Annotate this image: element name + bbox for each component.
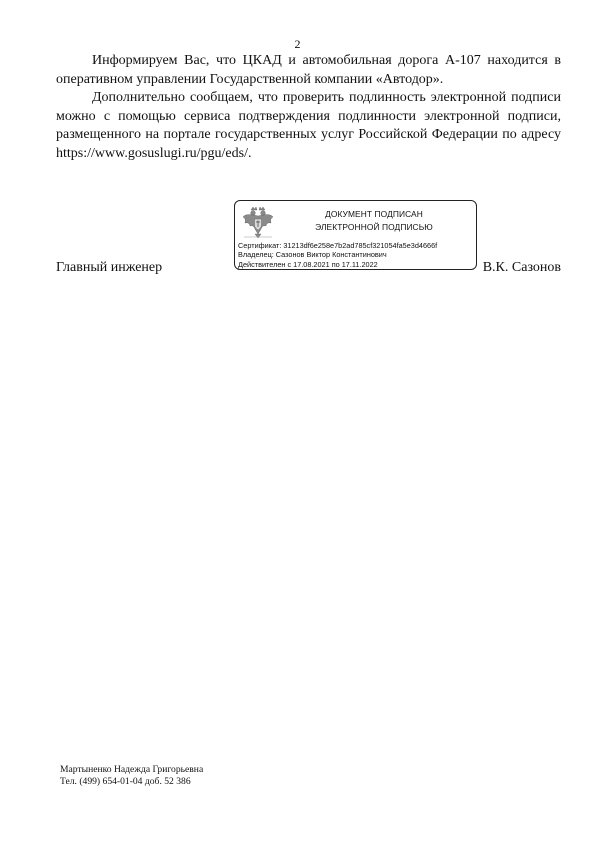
stamp-title-line-2: ЭЛЕКТРОННОЙ ПОДПИСЬЮ	[315, 222, 433, 232]
stamp-validity: Действителен с 17.08.2021 по 17.11.2022	[238, 259, 378, 269]
stamp-title-line-1: ДОКУМЕНТ ПОДПИСАН	[325, 209, 423, 219]
signer-name: В.К. Сазонов	[482, 260, 561, 275]
electronic-signature-stamp	[234, 200, 477, 270]
signature-block	[56, 198, 561, 278]
stamp-title	[279, 208, 469, 234]
body-paragraph-2: Дополнительно сообщаем, что проверить подлинность электронной подписи можно с помощью сервиса подтверждения подлинности электронной подписи, размещенного на портале государственных услуг Российской Федерации по адресу https://www.gosuslugi.ru/pgu/eds/.	[56, 90, 561, 161]
stamp-details	[238, 241, 474, 269]
coat-of-arms-icon	[241, 204, 275, 240]
executor-phone: Тел. (499) 654-01-04 доб. 52 386	[60, 776, 191, 787]
stamp-owner: Владелец: Сазонов Виктор Константинович	[238, 250, 387, 260]
executor-note	[60, 764, 203, 788]
executor-name: Мартыненко Надежда Григорьевна	[60, 764, 204, 775]
body-paragraph-1: Информируем Вас, что ЦКАД и автомобильная дорога А-107 находится в оперативном управлении Государственной компании «Автодор».	[56, 53, 561, 87]
signer-position: Главный инженер	[56, 260, 163, 275]
letter-body	[56, 52, 561, 163]
stamp-certificate: Сертификат: 31213df6e258e7b2ad785cf321054fa5e3d4666f	[238, 241, 438, 250]
page-number: 2	[294, 37, 301, 51]
